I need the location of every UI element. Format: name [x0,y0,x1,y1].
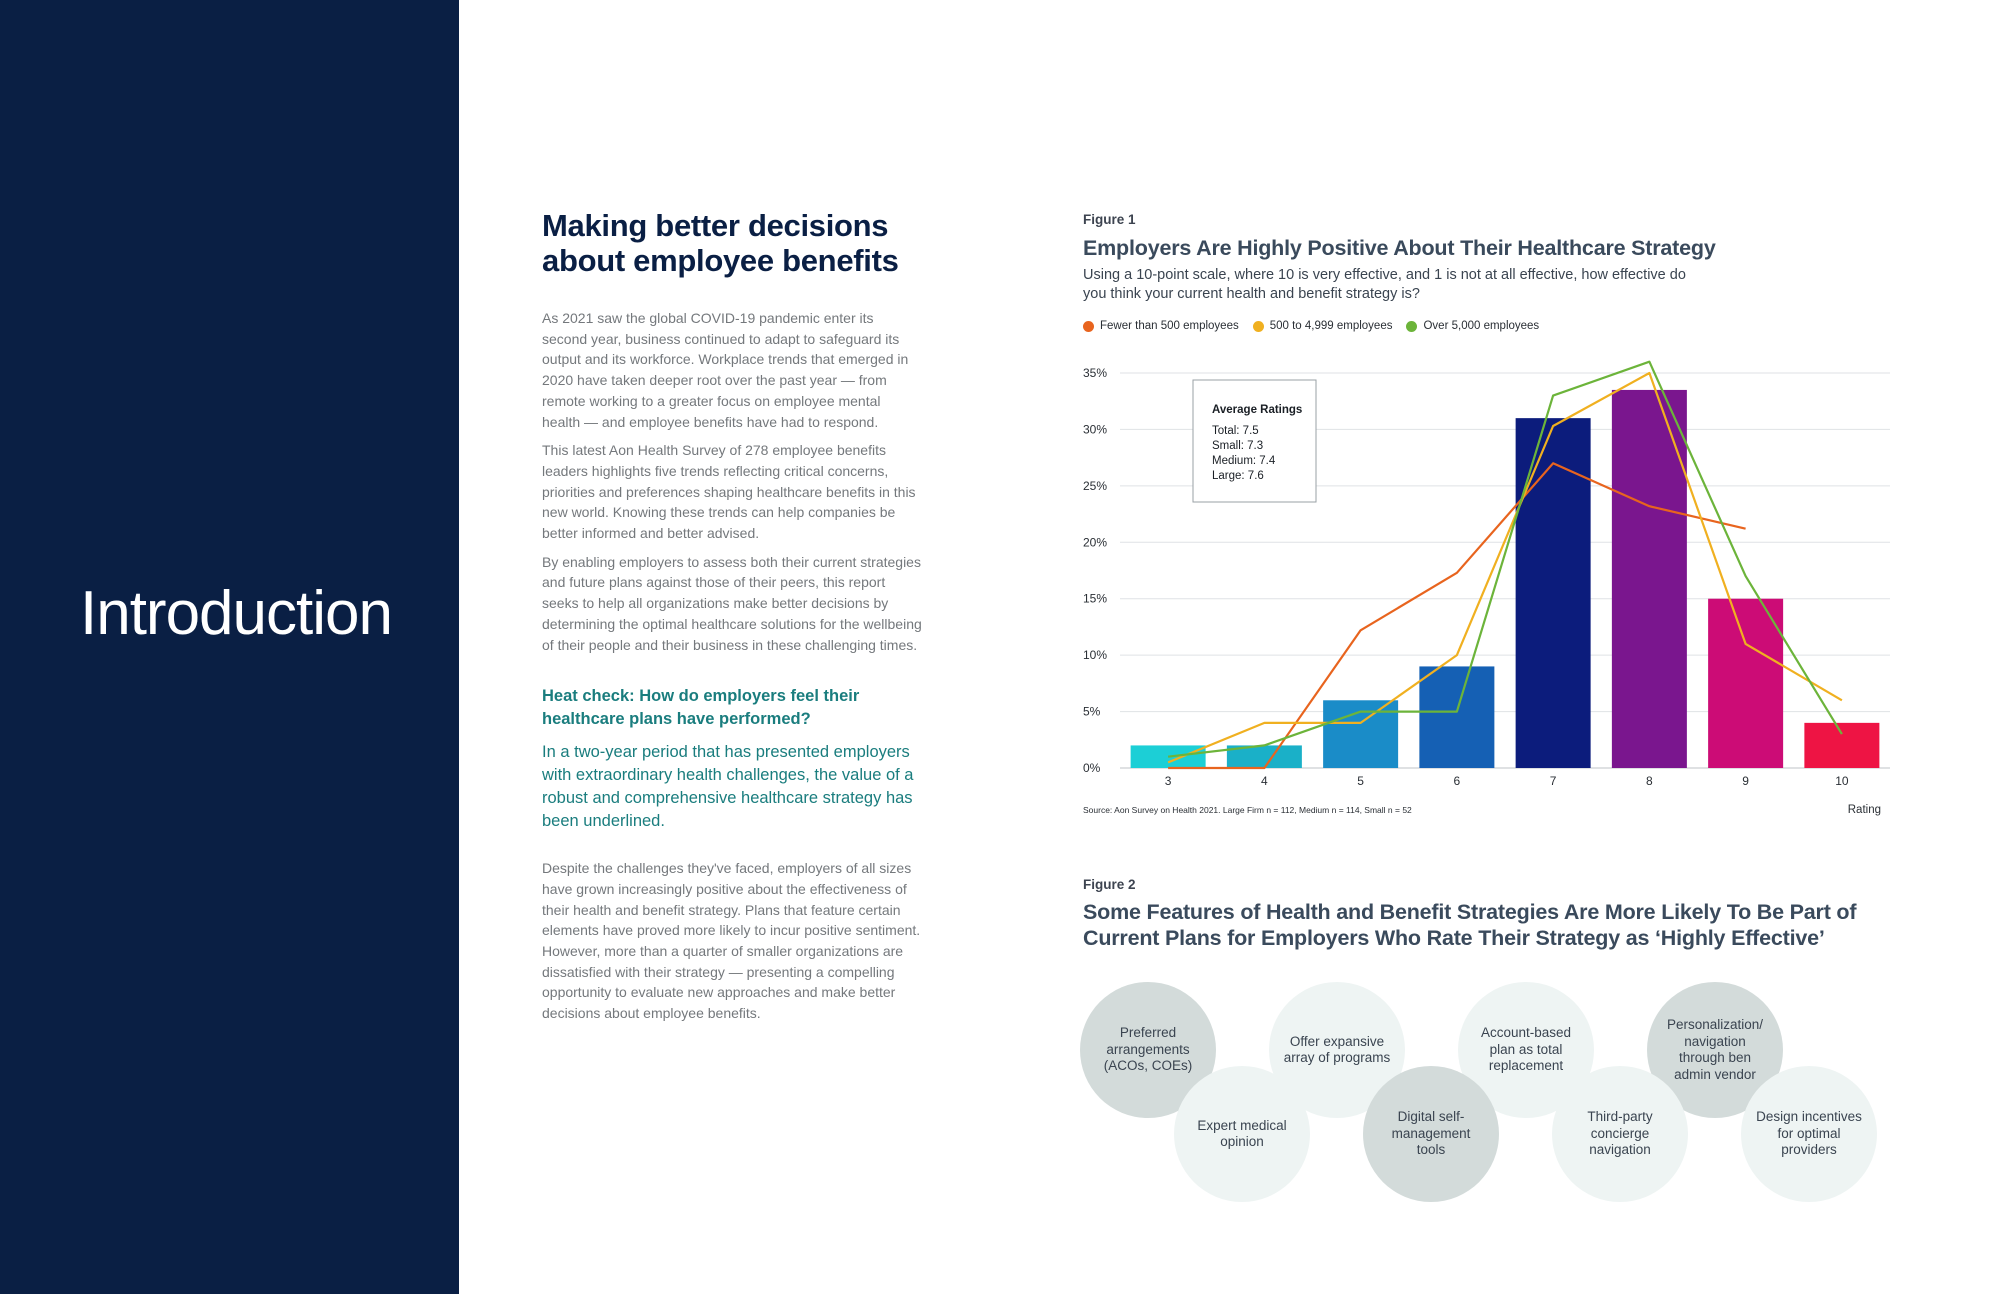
feature-bubble: Expert medical opinion [1174,1066,1310,1202]
box-line-large: Large: 7.6 [1212,470,1264,482]
legend-label: Fewer than 500 employees [1100,320,1239,332]
sidebar-panel [0,0,459,1294]
y-tick-label: 30% [1083,422,1108,437]
article-heading: Making better decisions about employee benefits [542,208,899,278]
section-title: Introduction [80,579,392,648]
x-tick-label: 10 [1835,774,1849,788]
ratings-chart [1080,355,1890,825]
article-paragraph-3: By enabling employers to assess both their current strategies and future plans against those of their peers, this report seeks to help all organizations make better decisions by determining the optimal healthcare solutions for the wellbeing of their people and their business in these challenging times. [542,553,922,653]
legend-item-small [1083,320,1239,332]
bar-rating-9 [1708,599,1783,768]
legend-dot-icon [1406,321,1417,332]
legend-dot-icon [1083,321,1094,332]
bar-rating-6 [1419,666,1494,768]
bar-rating-10 [1804,723,1879,768]
box-line-total: Total: 7.5 [1212,425,1259,437]
chart-legend [1083,320,1539,332]
legend-label: Over 5,000 employees [1423,320,1540,332]
x-tick-label: 4 [1261,774,1268,788]
figure2-label: Figure 2 [1083,877,1136,892]
box-line-medium: Medium: 7.4 [1212,455,1276,467]
callout-heading: Heat check: How do employers feel their healthcare plans have performed? [542,687,860,729]
legend-item-large [1406,320,1539,332]
feature-bubble: Digital self-management tools [1363,1066,1499,1202]
feature-bubble: Third-party concierge navigation [1552,1066,1688,1202]
callout-body: In a two-year period that has presented employers with extraordinary health challenges, the value of a robust and comprehensive healthcare strategy has been underlined. [542,743,914,831]
x-tick-label: 7 [1549,774,1557,788]
feature-bubble: Design incentives for optimal providers [1741,1066,1877,1202]
bar-rating-7 [1516,418,1591,768]
chart-source: Source: Aon Survey on Health 2021. Large Firm n = 112, Medium n = 114, Small n = 52 [1083,805,1412,815]
legend-item-medium [1253,320,1393,332]
bar-rating-5 [1323,700,1398,768]
average-ratings-box [1193,380,1316,502]
feature-bubble: Offer expansive array of programs [1269,982,1405,1118]
figure1-title: Employers Are Highly Positive About Their Healthcare Strategy [1083,236,1716,260]
y-tick-label: 35% [1083,366,1108,380]
x-tick-label: 3 [1164,774,1172,788]
article-paragraph-1: As 2021 saw the global COVID-19 pandemic enter its second year, business continued to adapt to safeguard its output and its workforce. Workplace trends that emerged in 2020 have taken deeper root over the past year — from remote working to a greater focus on employee mental health — and employee benefits have had to respond. [542,310,909,430]
x-axis-label: Rating [1847,804,1881,816]
x-tick-label: 8 [1646,774,1653,788]
article-column [542,208,922,1024]
x-tick-label: 9 [1742,774,1749,788]
figure1-subtitle: Using a 10-point scale, where 10 is very effective, and 1 is not at all effective, how effective do you think your current health and benefit strategy is? [1083,267,1686,302]
y-tick-label: 5% [1083,704,1101,719]
y-tick-label: 10% [1083,648,1108,663]
feature-bubble: Account-based plan as total replacement [1458,982,1594,1118]
feature-bubble: Personalization/ navigation through ben admin vendor [1647,982,1783,1118]
figure2-title: Some Features of Health and Benefit Strategies Are More Likely To Be Part of Current Plans for Employers Who Rate Their Strategy as ‘Highly Effective’ [1083,900,1857,950]
box-title: Average Ratings [1212,404,1303,416]
y-tick-label: 25% [1083,478,1108,493]
y-tick-label: 15% [1083,591,1108,606]
x-tick-label: 5 [1357,774,1364,788]
y-tick-label: 0% [1083,761,1101,775]
legend-dot-icon [1253,321,1264,332]
feature-bubble: Preferred arrangements (ACOs, COEs) [1080,982,1216,1118]
x-tick-label: 6 [1453,774,1461,788]
article-paragraph-4: Despite the challenges they've faced, employers of all sizes have grown increasingly positive about the effectiveness of their health and benefit strategy. Plans that feature certain elements have proved more likely to incur positive sentiment. However, more than a quarter of smaller organizations are dissatisfied with their strategy — presenting a compelling opportunity to evaluate new approaches and make better decisions about employee benefits. [542,860,921,1022]
y-tick-label: 20% [1083,535,1108,550]
box-line-small: Small: 7.3 [1212,440,1264,452]
legend-label: 500 to 4,999 employees [1269,320,1393,332]
figure1-label: Figure 1 [1083,212,1136,227]
article-paragraph-2: This latest Aon Health Survey of 278 employee benefits leaders highlights five trends reflecting critical concerns, priorities and preferences shaping healthcare benefits in this new world. Knowing these trends can help companies be better informed and better advised. [542,442,916,542]
